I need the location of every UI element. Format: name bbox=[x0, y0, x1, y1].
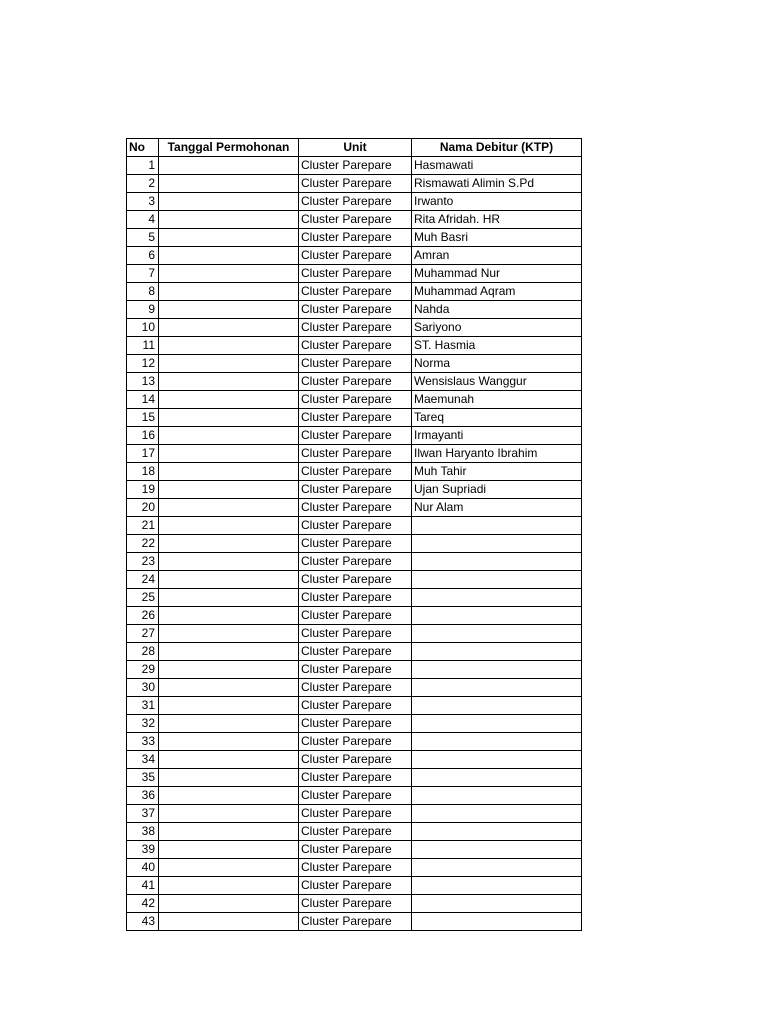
cell-no: 42 bbox=[127, 895, 159, 913]
cell-no: 24 bbox=[127, 571, 159, 589]
cell-no: 12 bbox=[127, 355, 159, 373]
cell-unit: Cluster Parepare bbox=[299, 607, 412, 625]
header-row bbox=[127, 139, 582, 157]
table-row bbox=[127, 607, 582, 625]
table-row bbox=[127, 823, 582, 841]
cell-tanggal-permohonan bbox=[159, 805, 299, 823]
cell-nama-debitur bbox=[412, 769, 582, 787]
cell-nama-debitur: Tareq bbox=[412, 409, 582, 427]
cell-nama-debitur bbox=[412, 733, 582, 751]
cell-no: 26 bbox=[127, 607, 159, 625]
cell-unit: Cluster Parepare bbox=[299, 751, 412, 769]
table-row bbox=[127, 229, 582, 247]
cell-no: 40 bbox=[127, 859, 159, 877]
cell-no: 10 bbox=[127, 319, 159, 337]
cell-nama-debitur: Ilwan Haryanto Ibrahim bbox=[412, 445, 582, 463]
cell-no: 23 bbox=[127, 553, 159, 571]
table-row bbox=[127, 877, 582, 895]
cell-nama-debitur: Rita Afridah. HR bbox=[412, 211, 582, 229]
cell-nama-debitur: Maemunah bbox=[412, 391, 582, 409]
cell-no: 8 bbox=[127, 283, 159, 301]
cell-unit: Cluster Parepare bbox=[299, 697, 412, 715]
cell-tanggal-permohonan bbox=[159, 265, 299, 283]
cell-tanggal-permohonan bbox=[159, 427, 299, 445]
cell-nama-debitur: ST. Hasmia bbox=[412, 337, 582, 355]
cell-unit: Cluster Parepare bbox=[299, 877, 412, 895]
cell-nama-debitur bbox=[412, 625, 582, 643]
table-body bbox=[127, 157, 582, 931]
cell-unit: Cluster Parepare bbox=[299, 445, 412, 463]
cell-tanggal-permohonan bbox=[159, 571, 299, 589]
table-row bbox=[127, 715, 582, 733]
cell-no: 16 bbox=[127, 427, 159, 445]
cell-unit: Cluster Parepare bbox=[299, 499, 412, 517]
cell-nama-debitur bbox=[412, 877, 582, 895]
cell-nama-debitur: Muh Tahir bbox=[412, 463, 582, 481]
cell-no: 43 bbox=[127, 913, 159, 931]
cell-no: 39 bbox=[127, 841, 159, 859]
cell-no: 11 bbox=[127, 337, 159, 355]
cell-nama-debitur bbox=[412, 697, 582, 715]
cell-tanggal-permohonan bbox=[159, 787, 299, 805]
header-no: No bbox=[127, 139, 159, 157]
cell-unit: Cluster Parepare bbox=[299, 661, 412, 679]
cell-nama-debitur: Amran bbox=[412, 247, 582, 265]
cell-unit: Cluster Parepare bbox=[299, 355, 412, 373]
table-row bbox=[127, 157, 582, 175]
cell-no: 6 bbox=[127, 247, 159, 265]
cell-nama-debitur: Muh Basri bbox=[412, 229, 582, 247]
cell-no: 7 bbox=[127, 265, 159, 283]
cell-no: 33 bbox=[127, 733, 159, 751]
cell-nama-debitur bbox=[412, 715, 582, 733]
table-row bbox=[127, 265, 582, 283]
cell-no: 30 bbox=[127, 679, 159, 697]
table-row bbox=[127, 535, 582, 553]
cell-unit: Cluster Parepare bbox=[299, 679, 412, 697]
cell-unit: Cluster Parepare bbox=[299, 283, 412, 301]
cell-tanggal-permohonan bbox=[159, 283, 299, 301]
cell-tanggal-permohonan bbox=[159, 337, 299, 355]
cell-nama-debitur: Nur Alam bbox=[412, 499, 582, 517]
cell-no: 2 bbox=[127, 175, 159, 193]
cell-tanggal-permohonan bbox=[159, 193, 299, 211]
cell-unit: Cluster Parepare bbox=[299, 553, 412, 571]
cell-no: 32 bbox=[127, 715, 159, 733]
cell-tanggal-permohonan bbox=[159, 211, 299, 229]
table-row bbox=[127, 697, 582, 715]
cell-tanggal-permohonan bbox=[159, 175, 299, 193]
cell-nama-debitur bbox=[412, 643, 582, 661]
table-row bbox=[127, 895, 582, 913]
table-row bbox=[127, 499, 582, 517]
cell-no: 28 bbox=[127, 643, 159, 661]
cell-unit: Cluster Parepare bbox=[299, 319, 412, 337]
cell-unit: Cluster Parepare bbox=[299, 373, 412, 391]
table-row bbox=[127, 661, 582, 679]
cell-no: 41 bbox=[127, 877, 159, 895]
cell-tanggal-permohonan bbox=[159, 553, 299, 571]
cell-tanggal-permohonan bbox=[159, 481, 299, 499]
cell-unit: Cluster Parepare bbox=[299, 247, 412, 265]
cell-nama-debitur bbox=[412, 589, 582, 607]
cell-tanggal-permohonan bbox=[159, 319, 299, 337]
cell-nama-debitur: Sariyono bbox=[412, 319, 582, 337]
cell-no: 29 bbox=[127, 661, 159, 679]
table-row bbox=[127, 355, 582, 373]
cell-nama-debitur: Rismawati Alimin S.Pd bbox=[412, 175, 582, 193]
cell-tanggal-permohonan bbox=[159, 697, 299, 715]
cell-no: 14 bbox=[127, 391, 159, 409]
cell-tanggal-permohonan bbox=[159, 733, 299, 751]
cell-nama-debitur bbox=[412, 787, 582, 805]
table-row bbox=[127, 787, 582, 805]
cell-tanggal-permohonan bbox=[159, 301, 299, 319]
cell-unit: Cluster Parepare bbox=[299, 733, 412, 751]
cell-nama-debitur bbox=[412, 895, 582, 913]
table-row bbox=[127, 409, 582, 427]
table-row bbox=[127, 373, 582, 391]
cell-unit: Cluster Parepare bbox=[299, 805, 412, 823]
cell-unit: Cluster Parepare bbox=[299, 193, 412, 211]
cell-nama-debitur: Muhammad Nur bbox=[412, 265, 582, 283]
cell-nama-debitur bbox=[412, 661, 582, 679]
cell-tanggal-permohonan bbox=[159, 157, 299, 175]
cell-unit: Cluster Parepare bbox=[299, 859, 412, 877]
table-row bbox=[127, 733, 582, 751]
cell-unit: Cluster Parepare bbox=[299, 535, 412, 553]
cell-unit: Cluster Parepare bbox=[299, 211, 412, 229]
table-row bbox=[127, 193, 582, 211]
cell-unit: Cluster Parepare bbox=[299, 481, 412, 499]
table-row bbox=[127, 805, 582, 823]
cell-tanggal-permohonan bbox=[159, 535, 299, 553]
cell-tanggal-permohonan bbox=[159, 373, 299, 391]
table-row bbox=[127, 751, 582, 769]
cell-nama-debitur bbox=[412, 841, 582, 859]
cell-no: 3 bbox=[127, 193, 159, 211]
table-row bbox=[127, 859, 582, 877]
cell-nama-debitur: Hasmawati bbox=[412, 157, 582, 175]
cell-nama-debitur bbox=[412, 859, 582, 877]
table-row bbox=[127, 301, 582, 319]
header-unit: Unit bbox=[299, 139, 412, 157]
cell-no: 18 bbox=[127, 463, 159, 481]
cell-tanggal-permohonan bbox=[159, 841, 299, 859]
cell-nama-debitur: Muhammad Aqram bbox=[412, 283, 582, 301]
cell-no: 17 bbox=[127, 445, 159, 463]
cell-unit: Cluster Parepare bbox=[299, 625, 412, 643]
cell-tanggal-permohonan bbox=[159, 895, 299, 913]
cell-nama-debitur bbox=[412, 913, 582, 931]
cell-tanggal-permohonan bbox=[159, 751, 299, 769]
cell-tanggal-permohonan bbox=[159, 607, 299, 625]
cell-unit: Cluster Parepare bbox=[299, 391, 412, 409]
cell-nama-debitur bbox=[412, 751, 582, 769]
table-row bbox=[127, 643, 582, 661]
cell-nama-debitur bbox=[412, 571, 582, 589]
cell-nama-debitur bbox=[412, 517, 582, 535]
cell-tanggal-permohonan bbox=[159, 913, 299, 931]
cell-tanggal-permohonan bbox=[159, 877, 299, 895]
cell-unit: Cluster Parepare bbox=[299, 301, 412, 319]
cell-unit: Cluster Parepare bbox=[299, 841, 412, 859]
table-row bbox=[127, 769, 582, 787]
cell-no: 36 bbox=[127, 787, 159, 805]
cell-nama-debitur bbox=[412, 553, 582, 571]
cell-unit: Cluster Parepare bbox=[299, 769, 412, 787]
table-row bbox=[127, 247, 582, 265]
table-row bbox=[127, 625, 582, 643]
cell-nama-debitur: Nahda bbox=[412, 301, 582, 319]
header-nama-debitur: Nama Debitur (KTP) bbox=[412, 139, 582, 157]
cell-no: 5 bbox=[127, 229, 159, 247]
debtor-table bbox=[126, 138, 582, 931]
table-row bbox=[127, 589, 582, 607]
cell-unit: Cluster Parepare bbox=[299, 427, 412, 445]
table-row bbox=[127, 283, 582, 301]
cell-unit: Cluster Parepare bbox=[299, 787, 412, 805]
cell-nama-debitur bbox=[412, 805, 582, 823]
table-header bbox=[127, 139, 582, 157]
cell-nama-debitur bbox=[412, 679, 582, 697]
cell-unit: Cluster Parepare bbox=[299, 463, 412, 481]
header-tanggal-permohonan: Tanggal Permohonan bbox=[159, 139, 299, 157]
cell-no: 4 bbox=[127, 211, 159, 229]
cell-nama-debitur: Ujan Supriadi bbox=[412, 481, 582, 499]
cell-tanggal-permohonan bbox=[159, 589, 299, 607]
cell-tanggal-permohonan bbox=[159, 625, 299, 643]
table-row bbox=[127, 571, 582, 589]
cell-tanggal-permohonan bbox=[159, 445, 299, 463]
cell-no: 20 bbox=[127, 499, 159, 517]
cell-no: 19 bbox=[127, 481, 159, 499]
cell-tanggal-permohonan bbox=[159, 643, 299, 661]
table-row bbox=[127, 211, 582, 229]
cell-nama-debitur bbox=[412, 535, 582, 553]
table-row bbox=[127, 391, 582, 409]
cell-tanggal-permohonan bbox=[159, 517, 299, 535]
cell-unit: Cluster Parepare bbox=[299, 715, 412, 733]
cell-unit: Cluster Parepare bbox=[299, 823, 412, 841]
cell-no: 1 bbox=[127, 157, 159, 175]
cell-no: 22 bbox=[127, 535, 159, 553]
cell-no: 9 bbox=[127, 301, 159, 319]
cell-tanggal-permohonan bbox=[159, 355, 299, 373]
cell-unit: Cluster Parepare bbox=[299, 517, 412, 535]
table-row bbox=[127, 319, 582, 337]
cell-unit: Cluster Parepare bbox=[299, 175, 412, 193]
table-row bbox=[127, 481, 582, 499]
cell-tanggal-permohonan bbox=[159, 229, 299, 247]
cell-no: 15 bbox=[127, 409, 159, 427]
cell-tanggal-permohonan bbox=[159, 679, 299, 697]
cell-tanggal-permohonan bbox=[159, 661, 299, 679]
cell-no: 37 bbox=[127, 805, 159, 823]
cell-unit: Cluster Parepare bbox=[299, 229, 412, 247]
cell-tanggal-permohonan bbox=[159, 499, 299, 517]
cell-unit: Cluster Parepare bbox=[299, 157, 412, 175]
cell-no: 25 bbox=[127, 589, 159, 607]
table-row bbox=[127, 427, 582, 445]
cell-unit: Cluster Parepare bbox=[299, 589, 412, 607]
cell-nama-debitur: Irmayanti bbox=[412, 427, 582, 445]
table-row bbox=[127, 553, 582, 571]
cell-tanggal-permohonan bbox=[159, 859, 299, 877]
table-row bbox=[127, 913, 582, 931]
table-row bbox=[127, 337, 582, 355]
cell-tanggal-permohonan bbox=[159, 769, 299, 787]
cell-unit: Cluster Parepare bbox=[299, 265, 412, 283]
table-row bbox=[127, 463, 582, 481]
cell-nama-debitur bbox=[412, 607, 582, 625]
cell-tanggal-permohonan bbox=[159, 715, 299, 733]
cell-unit: Cluster Parepare bbox=[299, 913, 412, 931]
cell-no: 13 bbox=[127, 373, 159, 391]
cell-no: 34 bbox=[127, 751, 159, 769]
cell-tanggal-permohonan bbox=[159, 463, 299, 481]
cell-tanggal-permohonan bbox=[159, 247, 299, 265]
cell-tanggal-permohonan bbox=[159, 391, 299, 409]
cell-no: 27 bbox=[127, 625, 159, 643]
cell-unit: Cluster Parepare bbox=[299, 895, 412, 913]
cell-unit: Cluster Parepare bbox=[299, 571, 412, 589]
cell-unit: Cluster Parepare bbox=[299, 337, 412, 355]
cell-no: 21 bbox=[127, 517, 159, 535]
table-row bbox=[127, 517, 582, 535]
cell-nama-debitur bbox=[412, 823, 582, 841]
cell-nama-debitur: Norma bbox=[412, 355, 582, 373]
cell-unit: Cluster Parepare bbox=[299, 409, 412, 427]
cell-no: 31 bbox=[127, 697, 159, 715]
cell-nama-debitur: Wensislaus Wanggur bbox=[412, 373, 582, 391]
cell-tanggal-permohonan bbox=[159, 823, 299, 841]
cell-no: 38 bbox=[127, 823, 159, 841]
table-row bbox=[127, 841, 582, 859]
cell-no: 35 bbox=[127, 769, 159, 787]
cell-unit: Cluster Parepare bbox=[299, 643, 412, 661]
table-row bbox=[127, 679, 582, 697]
table-row bbox=[127, 175, 582, 193]
table-row bbox=[127, 445, 582, 463]
cell-tanggal-permohonan bbox=[159, 409, 299, 427]
cell-nama-debitur: Irwanto bbox=[412, 193, 582, 211]
